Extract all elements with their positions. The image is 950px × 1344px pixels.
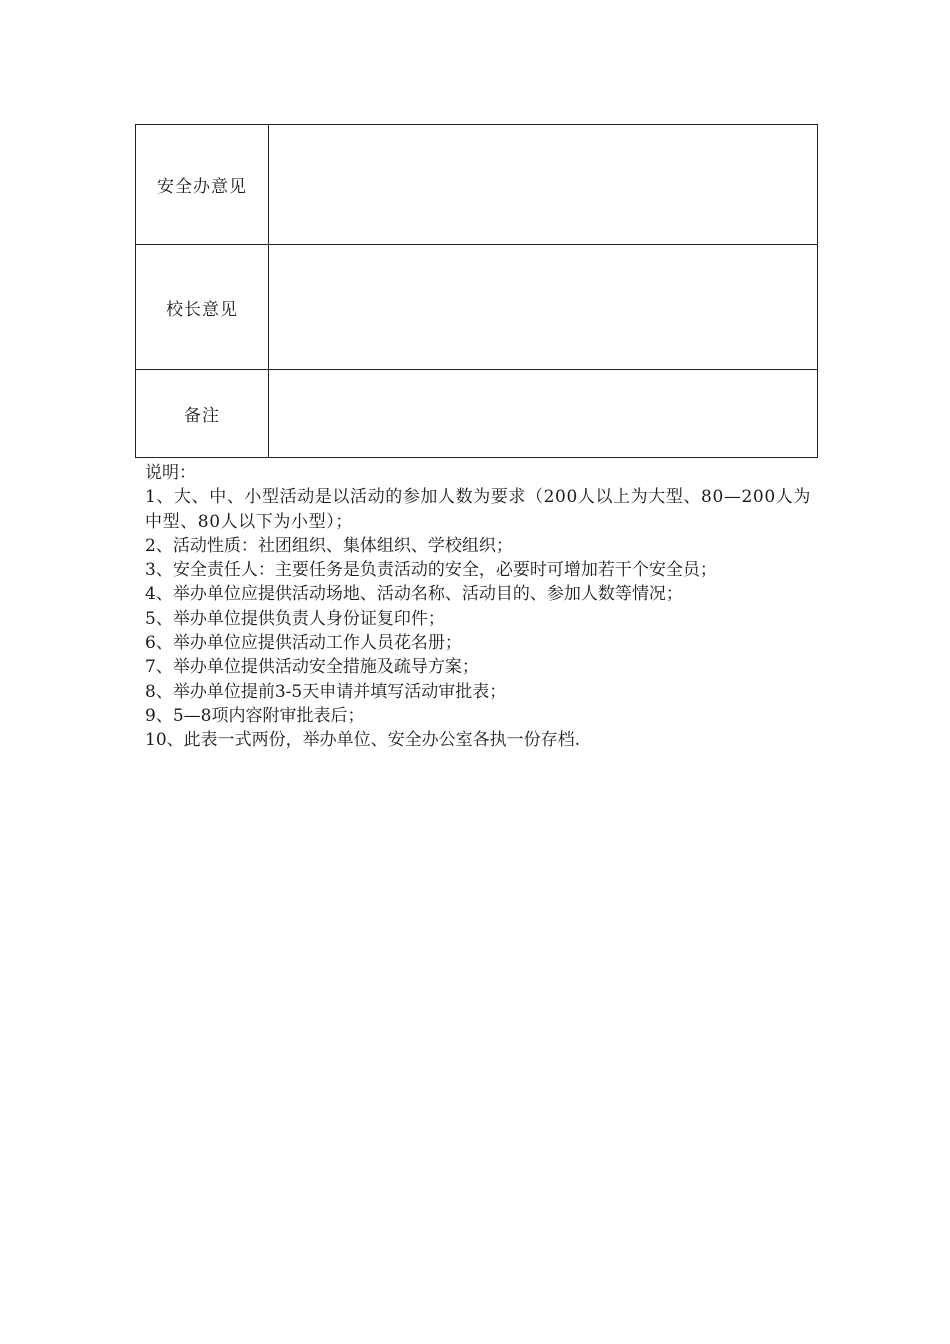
form-row-remarks [136, 370, 818, 458]
instruction-item: 3、安全责任人：主要任务是负责活动的安全，必要时可增加若干个安全员； [145, 560, 717, 581]
instruction-item: 6、举办单位应提供活动工作人员花名册； [145, 633, 462, 654]
instruction-item: 7、举办单位提供活动安全措施及疏导方案； [145, 657, 479, 678]
instruction-item: 8、举办单位提前3-5天申请并填写活动审批表； [145, 681, 507, 702]
instructions-section [145, 461, 817, 753]
form-row-principal [136, 245, 818, 370]
safety-office-opinion-field[interactable] [269, 125, 818, 245]
principal-opinion-field[interactable] [269, 245, 818, 370]
principal-opinion-label: 校长意见 [136, 245, 269, 370]
instruction-item: 9、5—8项内容附审批表后； [145, 705, 365, 726]
instruction-item: 10、此表一式两份，举办单位、安全办公室各执一份存档. [145, 730, 581, 751]
instruction-item: 1、大、中、小型活动是以活动的参加人数为要求（200人以上为大型、80—200人为中型、80人以下为小型）； [145, 487, 811, 532]
remarks-field[interactable] [269, 370, 818, 458]
form-row-safety-office [136, 125, 818, 245]
instructions-heading: 说明： [145, 463, 196, 483]
instruction-item: 4、举办单位应提供活动场地、活动名称、活动目的、参加人数等情况； [145, 584, 683, 605]
safety-office-opinion-label: 安全办意见 [136, 125, 269, 245]
instruction-item: 2、活动性质：社团组织、集体组织、学校组织； [145, 535, 513, 556]
instruction-item: 5、举办单位提供负责人身份证复印件； [145, 608, 445, 629]
approval-form-table [135, 124, 818, 458]
remarks-label: 备注 [136, 370, 269, 458]
